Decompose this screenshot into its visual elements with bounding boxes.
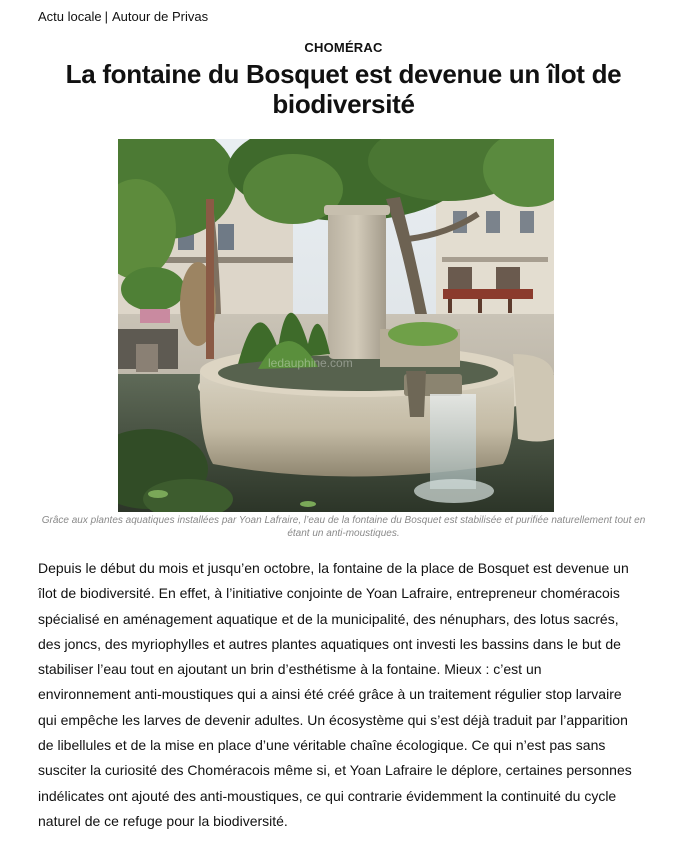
photo-waterfall (430, 394, 476, 489)
article-title: La fontaine du Bosquet est devenue un îlot de biodiversité (65, 59, 622, 119)
article-body: Depuis le début du mois et jusqu’en octobre, la fontaine de la place de Bosquet est devenue un îlot de biodiversité. En effet, à l’initiative conjointe de Yoan Lafraire, entrepreneur choméracois spécialisé en aménagement aquatique et de la municipalité, des nénuphars, des lotus sacrés, des joncs, des myriophylles et autres plantes aquatiques ont investi les bassins dans le but de stabiliser l’eau tout en ajoutant un brin d’esthétisme à la fontaine. Mieux : c’est un environnement anti-moustiques qui a ainsi été créé grâce à un traitement régulier stop larvaire qui empêche les larves de devenir adultes. Un écosystème qui s’est déjà traduit par l’apparition de libellules et de la mise en place d’une véritable chaîne écologique. Ce qui n’est pas sans susciter la curiosité des Choméracois même si, et Yoan Lafraire le déplore, certaines personnes indélicates ont ajouté des anti-moustiques, ce qui contrarie évidemment la continuité du cycle naturel de ce refuge pour la biodiversité. (38, 560, 632, 829)
photo-caption: Grâce aux plantes aquatiques installées par Yoan Lafraire, l’eau de la fontaine du Bosquet est stabilisée et purifiée naturellement tout en étant un anti-moustiques. (41, 515, 646, 539)
photo-watermark: ledauphine.com (268, 356, 353, 370)
breadcrumb-subsection-link[interactable]: Autour de Privas (111, 9, 209, 24)
breadcrumb-section-link[interactable]: Actu locale (38, 9, 102, 24)
article-photo (118, 139, 554, 512)
article-kicker: CHOMÉRAC (304, 40, 383, 55)
breadcrumb (38, 9, 208, 24)
breadcrumb-separator: | (104, 9, 108, 24)
